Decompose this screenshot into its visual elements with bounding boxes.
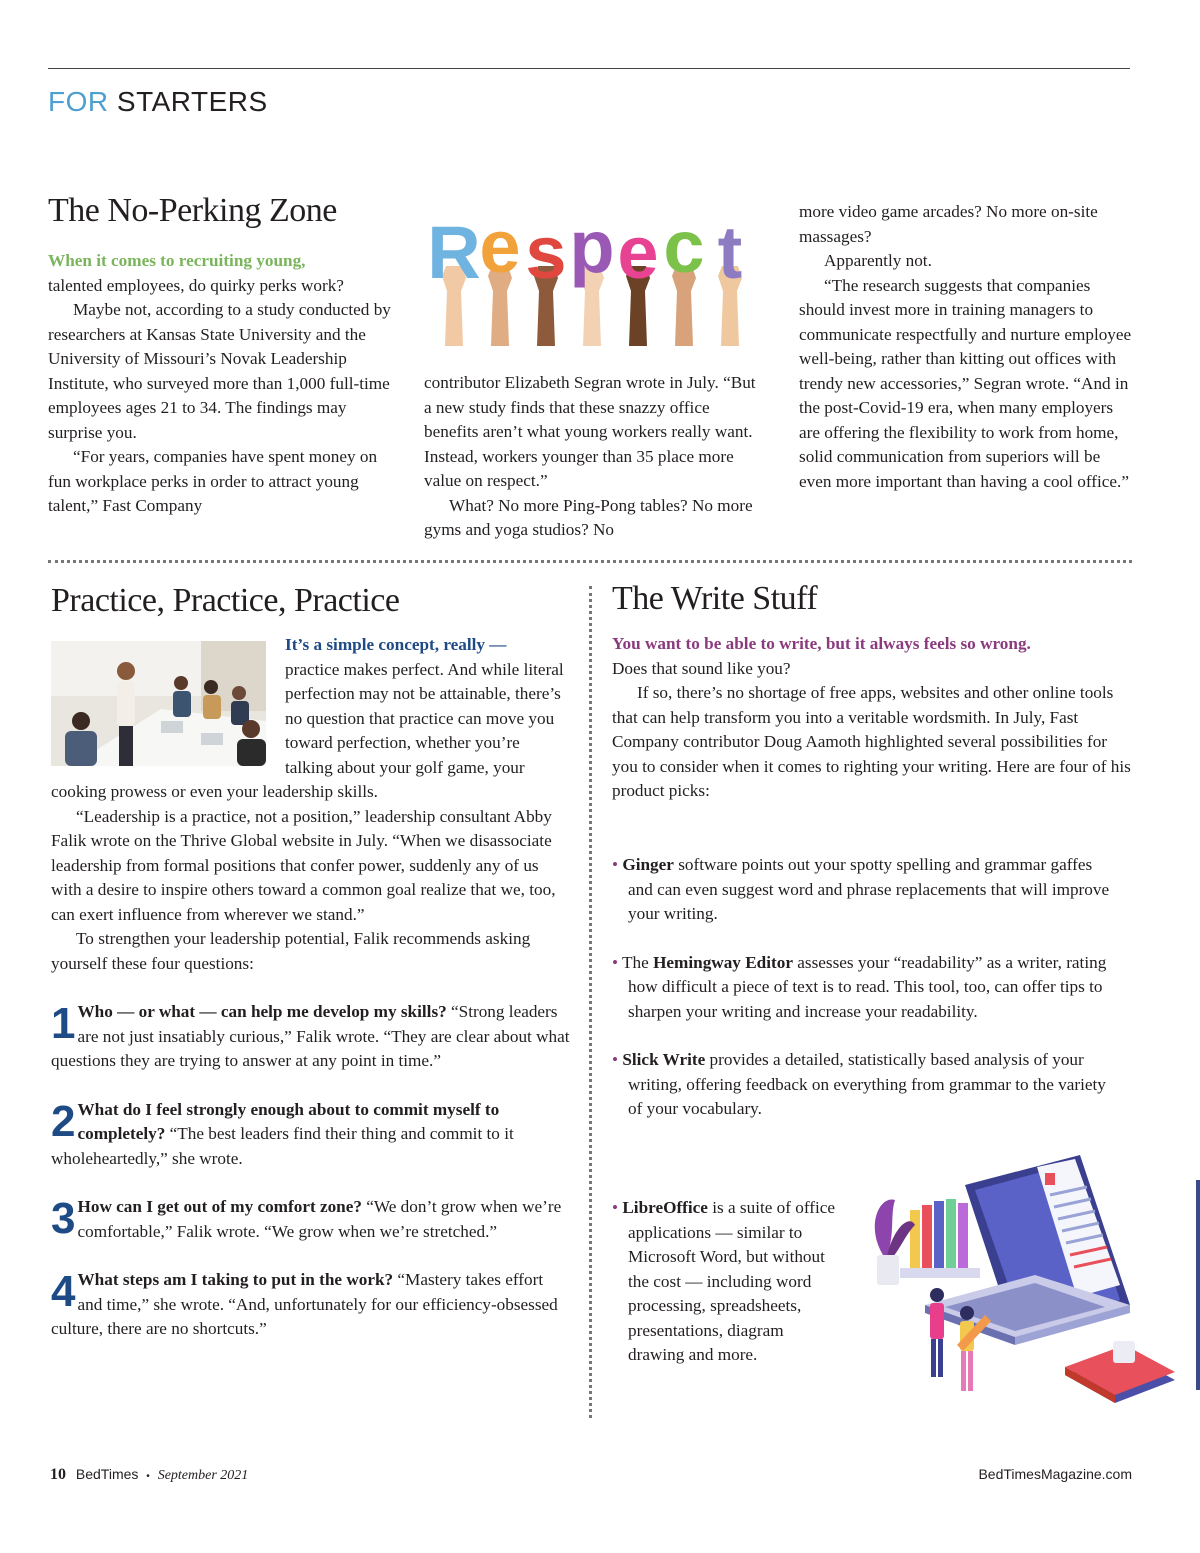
question-heading: How can I get out of my comfort zone? <box>77 1197 362 1216</box>
issue-date: September 2021 <box>157 1468 249 1483</box>
horizontal-dotted-rule <box>48 560 1132 563</box>
question-item <box>51 1195 571 1244</box>
section-starters: STARTERS <box>116 86 268 117</box>
practice-p2: “Leadership is a practice, not a position,” leadership consultant Abby Falik wrote on the Thrive Global website in July. “When we disassociate leadership from formal positions that confer power, suddenly any of us with a desire to inspire others toward a common goal realize that we, too, can exert influence from wherever we stand.” <box>51 806 556 924</box>
question-number: 2 <box>51 1096 76 1146</box>
perking-title: The No-Perking Zone <box>48 192 337 229</box>
bullet-dot-icon: • <box>612 855 619 874</box>
write-p1: Does that sound like you? <box>612 658 791 678</box>
question-text: “Strong leaders are not just insatiably curious,” Falik wrote. “They are clear about what questions they are trying to answer at any point in time.” <box>51 1002 570 1070</box>
bullet-dot-icon: • <box>612 952 619 972</box>
perking-col3-p3: “The research suggests that companies should invest more in training managers to communicate respectfully and nurture employee well-being, rather than kitting out offices with trendy new accessories,” Segran wrote. “And in the post-Covid-19 era, when many employers are offering the flexibility to work from home, solid communication from superiors will be even more important than having a cool office.” <box>799 275 1132 491</box>
meeting-photo-illustration <box>51 641 266 766</box>
perking-col1-p2: Maybe not, according to a study conducted by researchers at Kansas State University and the University of Missouri’s Novak Leadership Institute, who surveyed more than 1,000 full-time employees ages 21 to 34. The findings may surprise you. <box>48 300 391 442</box>
practice-lead: It’s a simple concept, really — <box>285 635 507 654</box>
question-item <box>51 1268 571 1342</box>
respect-letter: e <box>617 211 659 294</box>
top-rule <box>48 68 1130 69</box>
bullet-dot-icon: • <box>612 1198 619 1217</box>
bullet-item: • The Hemingway Editor assesses your “readability” as a writer, rating how difficult a piece of text is to read. This tool, too, can offer tips to sharpen your writing and increase your readability. <box>612 952 1107 1021</box>
meeting-photo <box>51 641 266 766</box>
perking-col2-p1: contributor Elizabeth Segran wrote in July. “But a new study finds that these snazzy office benefits aren’t what young workers really want. Instead, workers younger than 35 place more value on respect.” <box>424 373 756 490</box>
laptop-illustration <box>865 1155 1180 1425</box>
respect-letter: e <box>479 205 521 288</box>
perking-col1 <box>48 249 393 519</box>
perking-col3-p1: more video game arcades? No more on-site massages? <box>799 202 1098 246</box>
perking-col1-p1: talented employees, do quirky perks work? <box>48 275 344 295</box>
page-edge-bar <box>1196 1180 1200 1390</box>
bullet-product: Slick Write <box>622 1050 706 1069</box>
write-title: The Write Stuff <box>612 580 818 617</box>
footer-url: BedTimesMagazine.com <box>978 1466 1132 1482</box>
bullet-product: LibreOffice <box>622 1198 708 1217</box>
respect-illustration <box>424 196 760 346</box>
question-list <box>51 1000 571 1342</box>
question-text: “We don’t grow when we’re comfortable,” Falik wrote. “We grow when we’re stretched.” <box>77 1197 562 1241</box>
perking-lead: When it comes to recruiting young, <box>48 251 306 270</box>
bullet-item-libreoffice: • LibreOffice is a suite of office applications — similar to Microsoft Word, but without the cost — including word processing, spreadsheets, presentations, diagram drawing and more. <box>612 1198 836 1364</box>
respect-letter: p <box>569 205 615 288</box>
section-for: FOR <box>48 86 109 117</box>
question-text: “The best leaders find their thing and commit to it wholeheartedly,” she wrote. <box>51 1124 514 1168</box>
write-body <box>612 632 1132 804</box>
practice-body <box>51 633 571 1342</box>
bullet-dot-icon: • <box>612 1050 619 1069</box>
question-text: “Mastery takes effort and time,” she wrote. “And, unfortunately for our efficiency-obsessed culture, there are no shortcuts.” <box>51 1270 558 1338</box>
bullet-item: • Ginger software points out your spotty spelling and grammar gaffes and can even suggest word and phrase replacements that will improve your writing. <box>612 855 1110 923</box>
perking-col2-p2: What? No more Ping-Pong tables? No more gyms and yoga studios? No <box>424 495 753 539</box>
write-p2: If so, there’s no shortage of free apps, websites and other online tools that can help transform you into a veritable wordsmith. In July, Fast Company contributor Doug Aamoth highlighted several possibilities for you to consider when it comes to righting your writing. Here are four of his product picks: <box>612 683 1131 800</box>
vertical-dotted-rule <box>589 586 592 1418</box>
magazine-name: BedTimes <box>75 1466 139 1482</box>
practice-wrap: practice makes perfect. And while literal perfection may not be attainable, there’s no question that practice can move you toward perfection, whether you’re talking about your golf game, your cooking prowess or even your leadership skills. <box>51 659 564 801</box>
practice-p3: To strengthen your leadership potential, Falik recommends asking yourself these four questions: <box>51 929 531 973</box>
respect-letter: s <box>525 211 567 294</box>
question-number: 3 <box>51 1194 76 1243</box>
respect-image <box>424 196 760 346</box>
footer-separator: • <box>146 1471 150 1482</box>
write-lead: You want to be able to write, but it always feels so wrong. <box>612 634 1031 653</box>
respect-letter: R <box>427 211 481 294</box>
perking-col2 <box>424 371 764 543</box>
practice-title: Practice, Practice, Practice <box>51 582 400 619</box>
page-number: 10 <box>50 1466 66 1483</box>
write-bullets <box>612 853 1117 1122</box>
perking-col1-p3: “For years, companies have spent money on fun workplace perks in order to attract young talent,” Fast Company <box>48 447 378 515</box>
question-item <box>51 1098 571 1172</box>
respect-letter: c <box>663 205 705 288</box>
perking-col3-p2: Apparently not. <box>824 251 932 270</box>
perking-col3 <box>799 200 1134 494</box>
bullet-product: Hemingway Editor <box>653 952 793 972</box>
writing-laptop-icon <box>865 1155 1180 1425</box>
question-number: 4 <box>51 1267 76 1316</box>
footer-left <box>50 1466 248 1484</box>
question-number: 1 <box>51 999 76 1048</box>
question-heading: What steps am I taking to put in the work? <box>77 1270 394 1289</box>
section-heading <box>48 86 268 118</box>
question-heading: What do I feel strongly enough about to commit myself to completely? <box>77 1099 500 1143</box>
question-heading: Who — or what — can help me develop my skills? <box>77 1002 447 1021</box>
question-item <box>51 1000 571 1074</box>
bullet-product: Ginger <box>622 855 674 874</box>
respect-letter: t <box>717 211 743 294</box>
bullet-item: • Slick Write provides a detailed, statistically based analysis of your writing, offering feedback on everything from grammar to the variety of your vocabulary. <box>612 1050 1106 1118</box>
